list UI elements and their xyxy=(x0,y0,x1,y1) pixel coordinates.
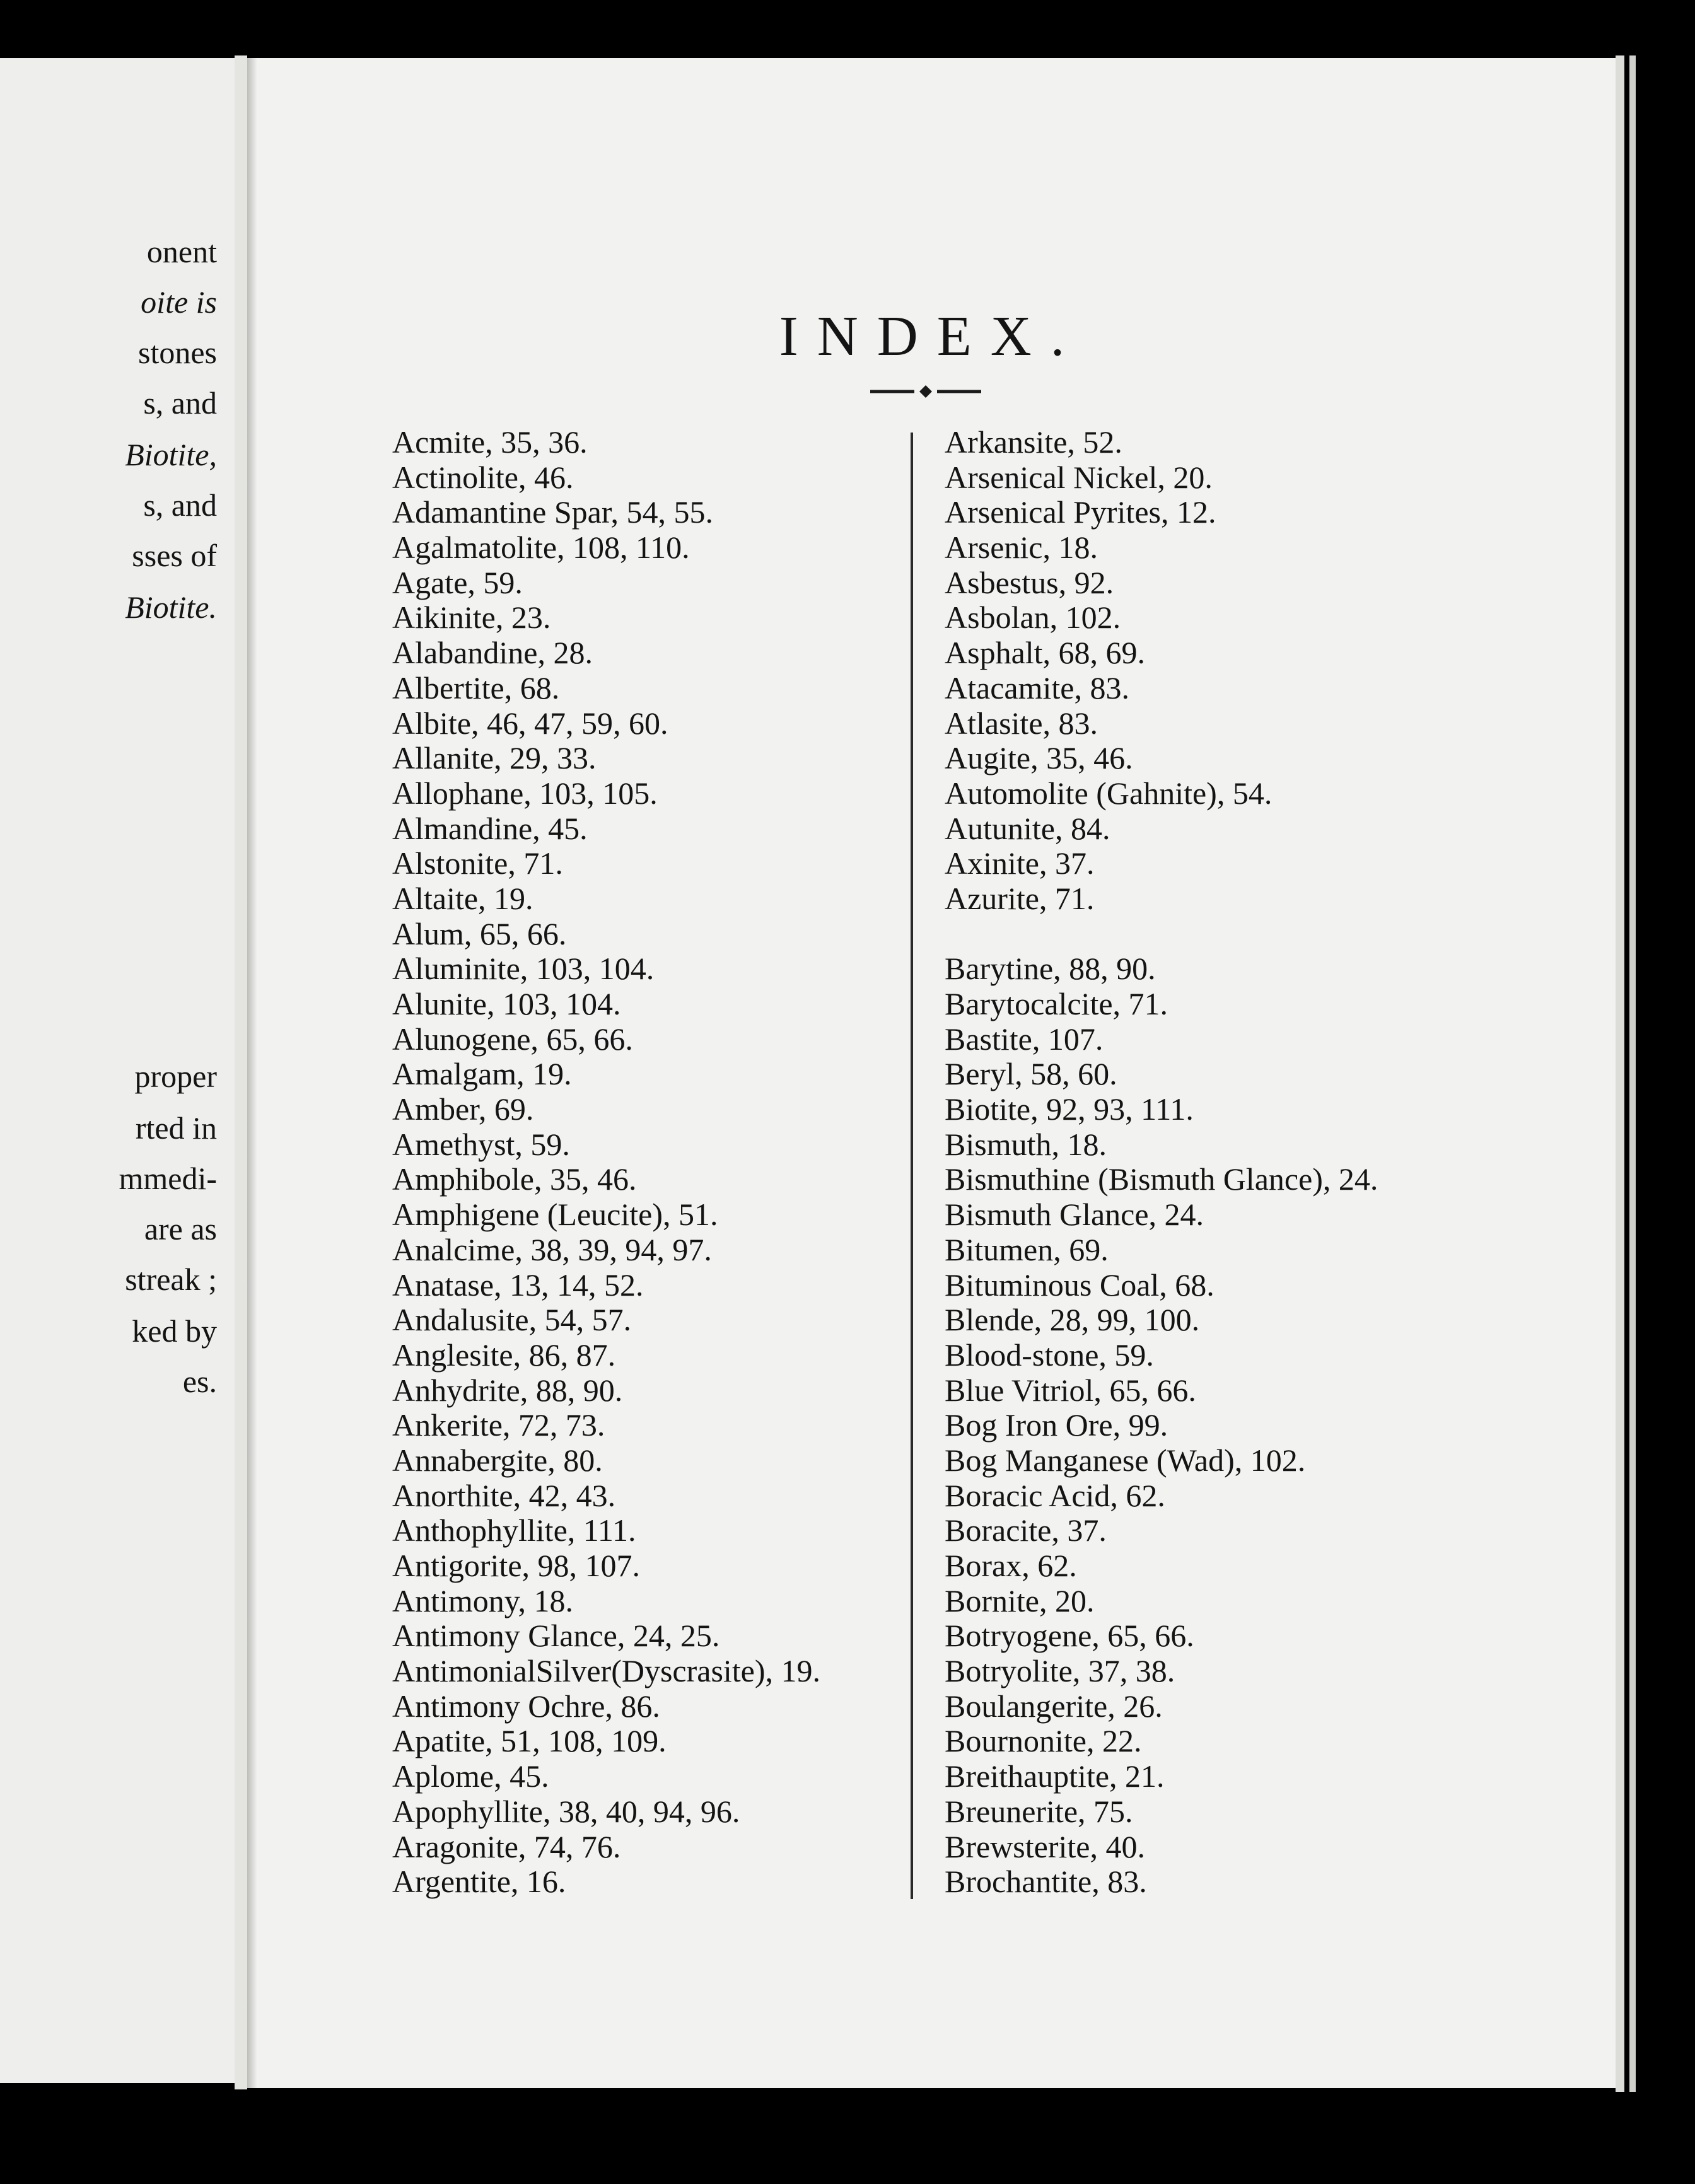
index-entry: Boulangerite, 26. xyxy=(945,1688,1163,1724)
index-entry: Arsenical Nickel, 20. xyxy=(945,459,1213,495)
index-entry: Agate, 59. xyxy=(392,564,523,600)
index-entry: Aikinite, 23. xyxy=(392,600,551,636)
index-entry: Aragonite, 74, 76. xyxy=(392,1828,621,1864)
index-entry: Alabandine, 28. xyxy=(392,635,593,671)
index-entry: Acmite, 35, 36. xyxy=(392,424,588,460)
index-entry: Axinite, 37. xyxy=(945,845,1095,881)
index-entry: Bismuthine (Bismuth Glance), 24. xyxy=(945,1161,1378,1197)
index-entry: Botryogene, 65, 66. xyxy=(945,1618,1194,1654)
index-entry: Arkansite, 52. xyxy=(945,424,1122,460)
index-entry: Botryolite, 37, 38. xyxy=(945,1653,1175,1689)
index-entry: Apophyllite, 38, 40, 94, 96. xyxy=(392,1793,740,1829)
index-entry: Biotite, 92, 93, 111. xyxy=(945,1091,1194,1127)
index-entry: Blue Vitriol, 65, 66. xyxy=(945,1372,1196,1408)
index-entry: Albertite, 68. xyxy=(392,670,560,706)
column-divider xyxy=(911,433,913,1899)
index-entry: Boracite, 37. xyxy=(945,1513,1107,1548)
index-entry: Asbolan, 102. xyxy=(945,600,1121,636)
index-entry: Amethyst, 59. xyxy=(392,1126,570,1162)
index-entry: Amber, 69. xyxy=(392,1091,534,1127)
facing-page-text-fragment: sses of xyxy=(132,538,217,573)
facing-page-text-fragment: Biotite. xyxy=(125,590,217,625)
index-entry: Alunogene, 65, 66. xyxy=(392,1021,633,1057)
index-entry: Argentite, 16. xyxy=(392,1864,566,1900)
index-entry: Amalgam, 19. xyxy=(392,1056,572,1092)
index-entry: Actinolite, 46. xyxy=(392,459,574,495)
index-entry: Augite, 35, 46. xyxy=(945,740,1133,776)
facing-page-fragment xyxy=(0,58,235,2083)
index-entry: Aluminite, 103, 104. xyxy=(392,951,655,987)
index-entry: Blende, 28, 99, 100. xyxy=(945,1302,1200,1338)
index-entry: Arsenic, 18. xyxy=(945,530,1098,566)
facing-page-text-fragment: are as xyxy=(144,1211,217,1246)
index-section-gap xyxy=(945,917,1378,952)
index-entry: Bog Iron Ore, 99. xyxy=(945,1407,1168,1443)
index-entry: Antigorite, 98, 107. xyxy=(392,1548,641,1583)
ornament-divider-icon xyxy=(870,381,981,402)
index-entry: Andalusite, 54, 57. xyxy=(392,1302,632,1338)
index-entry: Anatase, 13, 14, 52. xyxy=(392,1267,644,1303)
index-entry: Alunite, 103, 104. xyxy=(392,986,621,1021)
index-entry: Ankerite, 72, 73. xyxy=(392,1407,605,1443)
index-entry: Borax, 62. xyxy=(945,1548,1077,1583)
index-entry: Albite, 46, 47, 59, 60. xyxy=(392,705,668,741)
facing-page-text-fragment: s, and xyxy=(143,487,217,523)
index-entry: Analcime, 38, 39, 94, 97. xyxy=(392,1231,712,1267)
index-entry: Bitumen, 69. xyxy=(945,1231,1109,1267)
index-entry: Anorthite, 42, 43. xyxy=(392,1477,616,1513)
index-entry: Anhydrite, 88, 90. xyxy=(392,1372,623,1408)
index-entry: Annabergite, 80. xyxy=(392,1442,603,1478)
index-entry: Beryl, 58, 60. xyxy=(945,1056,1117,1092)
index-entry: Brewsterite, 40. xyxy=(945,1828,1145,1864)
index-entry: Breithauptite, 21. xyxy=(945,1758,1165,1794)
index-entry: Breunerite, 75. xyxy=(945,1793,1133,1829)
facing-page-text-fragment: proper xyxy=(134,1059,217,1094)
index-entry: Amphigene (Leucite), 51. xyxy=(392,1197,718,1233)
facing-page-text-fragment: es. xyxy=(182,1364,217,1399)
index-entry: Asbestus, 92. xyxy=(945,564,1114,600)
index-entry: Allophane, 103, 105. xyxy=(392,775,658,811)
index-entry: AntimonialSilver(Dyscrasite), 19. xyxy=(392,1653,821,1689)
index-entry: Bournonite, 22. xyxy=(945,1723,1142,1759)
index-entry: Atlasite, 83. xyxy=(945,705,1098,741)
index-entry: Autunite, 84. xyxy=(945,810,1110,846)
index-entry: Bismuth Glance, 24. xyxy=(945,1197,1204,1233)
index-entry: Alum, 65, 66. xyxy=(392,915,567,951)
facing-page-text-fragment: streak ; xyxy=(125,1262,217,1297)
index-entry: Barytine, 88, 90. xyxy=(945,951,1156,987)
index-entry: Amphibole, 35, 46. xyxy=(392,1161,637,1197)
index-entry: Antimony, 18. xyxy=(392,1583,574,1618)
page-title: INDEX. xyxy=(779,305,1084,368)
index-entry: Almandine, 45. xyxy=(392,810,588,846)
index-entry: Bornite, 20. xyxy=(945,1583,1095,1618)
index-entry: Anglesite, 86, 87. xyxy=(392,1337,616,1373)
index-entry: Antimony Ochre, 86. xyxy=(392,1688,660,1724)
index-entry: Barytocalcite, 71. xyxy=(945,986,1168,1021)
index-entry: Blood-stone, 59. xyxy=(945,1337,1154,1373)
index-entry: Aplome, 45. xyxy=(392,1758,549,1794)
index-entry: Arsenical Pyrites, 12. xyxy=(945,494,1216,530)
facing-page-text-fragment: Biotite, xyxy=(125,437,217,472)
facing-page-text-fragment: rted in xyxy=(135,1110,217,1146)
index-entry: Allanite, 29, 33. xyxy=(392,740,597,776)
index-entry: Altaite, 19. xyxy=(392,880,533,916)
index-entry: Asphalt, 68, 69. xyxy=(945,635,1146,671)
page-edge-1 xyxy=(1616,55,1624,2092)
facing-page-text-fragment: s, and xyxy=(143,385,217,421)
index-entry: Alstonite, 71. xyxy=(392,845,563,881)
index-page xyxy=(247,58,1616,2088)
index-entry: Bastite, 107. xyxy=(945,1021,1104,1057)
binding-gutter xyxy=(235,55,247,2089)
index-entry: Bismuth, 18. xyxy=(945,1126,1107,1162)
facing-page-text-fragment: stones xyxy=(138,335,217,370)
index-entry: Antimony Glance, 24, 25. xyxy=(392,1618,720,1654)
index-entry: Brochantite, 83. xyxy=(945,1864,1147,1900)
index-column-left xyxy=(392,425,820,1900)
index-entry: Automolite (Gahnite), 54. xyxy=(945,775,1273,811)
index-entry: Azurite, 71. xyxy=(945,880,1095,916)
page-edge-2 xyxy=(1629,55,1636,2092)
facing-page-text-fragment: oite is xyxy=(141,284,217,320)
index-entry: Bog Manganese (Wad), 102. xyxy=(945,1442,1306,1478)
index-column-right xyxy=(945,425,1378,1900)
index-entry: Boracic Acid, 62. xyxy=(945,1477,1165,1513)
facing-page-text-fragment: onent xyxy=(146,234,217,269)
index-entry: Atacamite, 83. xyxy=(945,670,1129,706)
index-entry: Apatite, 51, 108, 109. xyxy=(392,1723,667,1759)
facing-page-text-fragment: mmedi- xyxy=(119,1161,217,1196)
index-entry: Agalmatolite, 108, 110. xyxy=(392,530,690,566)
facing-page-text-fragment: ked by xyxy=(132,1313,217,1349)
index-entry: Bituminous Coal, 68. xyxy=(945,1267,1214,1303)
index-entry: Adamantine Spar, 54, 55. xyxy=(392,494,714,530)
index-entry: Anthophyllite, 111. xyxy=(392,1513,636,1548)
